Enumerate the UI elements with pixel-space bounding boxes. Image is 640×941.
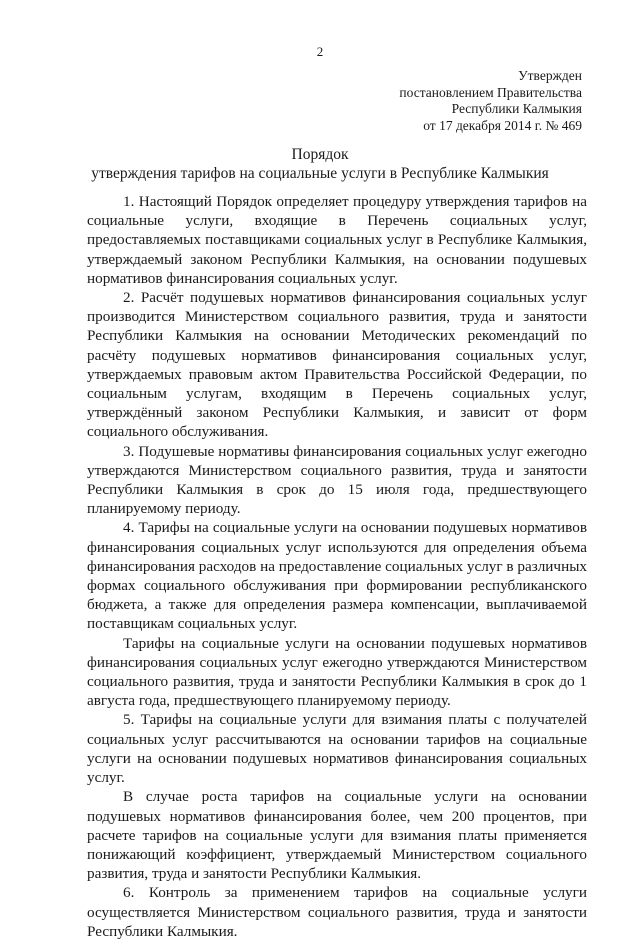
paragraph-1: 1. Настоящий Порядок определяет процедуру утверждения тарифов на социальные услуги, входящие в Перечень социальных услуг, предоставляемых поставщиками социальных услуг в Республике Калмыкия, утверждаемый законом Республики Калмыкия, на основании подушевых нормативов финансирования социальных услуг. (87, 193, 587, 287)
paragraph-2: 2. Расчёт подушевых нормативов финансирования социальных услуг производится Министерством социального развития, труда и занятости Республики Калмыкия на основании Методических рекомендаций по расчёту подушевых нормативов финансирования социальных услуг, утверждаемых правовым актом Правительства Российской Федерации, по социальным услугам, входящим в Перечень социальных услуг, утверждённый законом Республики Калмыкия, и зависит от форм социального обслуживания. (87, 289, 587, 441)
approval-line-4: от 17 декабря 2014 г. № 469 (423, 117, 582, 133)
document-body (87, 192, 587, 941)
paragraph-6: 6. Контроль за применением тарифов на социальные услуги осуществляется Министерством социального развития, труда и занятости Республики Калмыкия. (87, 884, 587, 940)
approval-line-1: Утвержден (518, 68, 582, 83)
title-line-1: Порядок (291, 146, 349, 163)
paragraph-5: 5. Тарифы на социальные услуги для взимания платы с получателей социальных услуг рассчитываются на основании тарифов на социальные услуги на основании подушевых нормативов финансирования социальных услуг. (87, 711, 587, 787)
paragraph-4: 4. Тарифы на социальные услуги на основании подушевых нормативов финансирования социальных услуг используются для определения объема финансирования расходов на предоставление социальных услуг в различных формах социального обслуживания при формировании республиканского бюджета, а также для определения размера компенсации, выплачиваемой поставщикам социальных услуг. (87, 519, 587, 633)
title-line-2: утверждения тарифов на социальные услуги в Республике Калмыкия (91, 165, 549, 182)
page-number: 2 (316, 44, 324, 59)
approval-stamp-block (399, 68, 582, 134)
approval-line-3: Республики Калмыкия (451, 101, 582, 116)
approval-line-2: постановлением Правительства (399, 84, 582, 100)
paragraph-4-continued: Тарифы на социальные услуги на основании подушевых нормативов финансирования социальных услуг ежегодно утверждаются Министерством социального развития, труда и занятости Республики Калмыкия в срок до 1 августа года, предшествующего планируемому периоду. (87, 634, 587, 710)
paragraph-5-continued: В случае роста тарифов на социальные услуги на основании подушевых нормативов финансирования более, чем 200 процентов, при расчете тарифов на социальные услуги для взимания платы применяется понижающий коэффициент, утверждаемый Министерством социального развития, труда и занятости Республики Калмыкия. (87, 788, 587, 883)
document-title (60, 145, 580, 183)
paragraph-3: 3. Подушевые нормативы финансирования социальных услуг ежегодно утверждаются Министерством социального развития, труда и занятости Республики Калмыкия в срок до 15 июля года, предшествующего планируемому периоду. (87, 442, 587, 518)
